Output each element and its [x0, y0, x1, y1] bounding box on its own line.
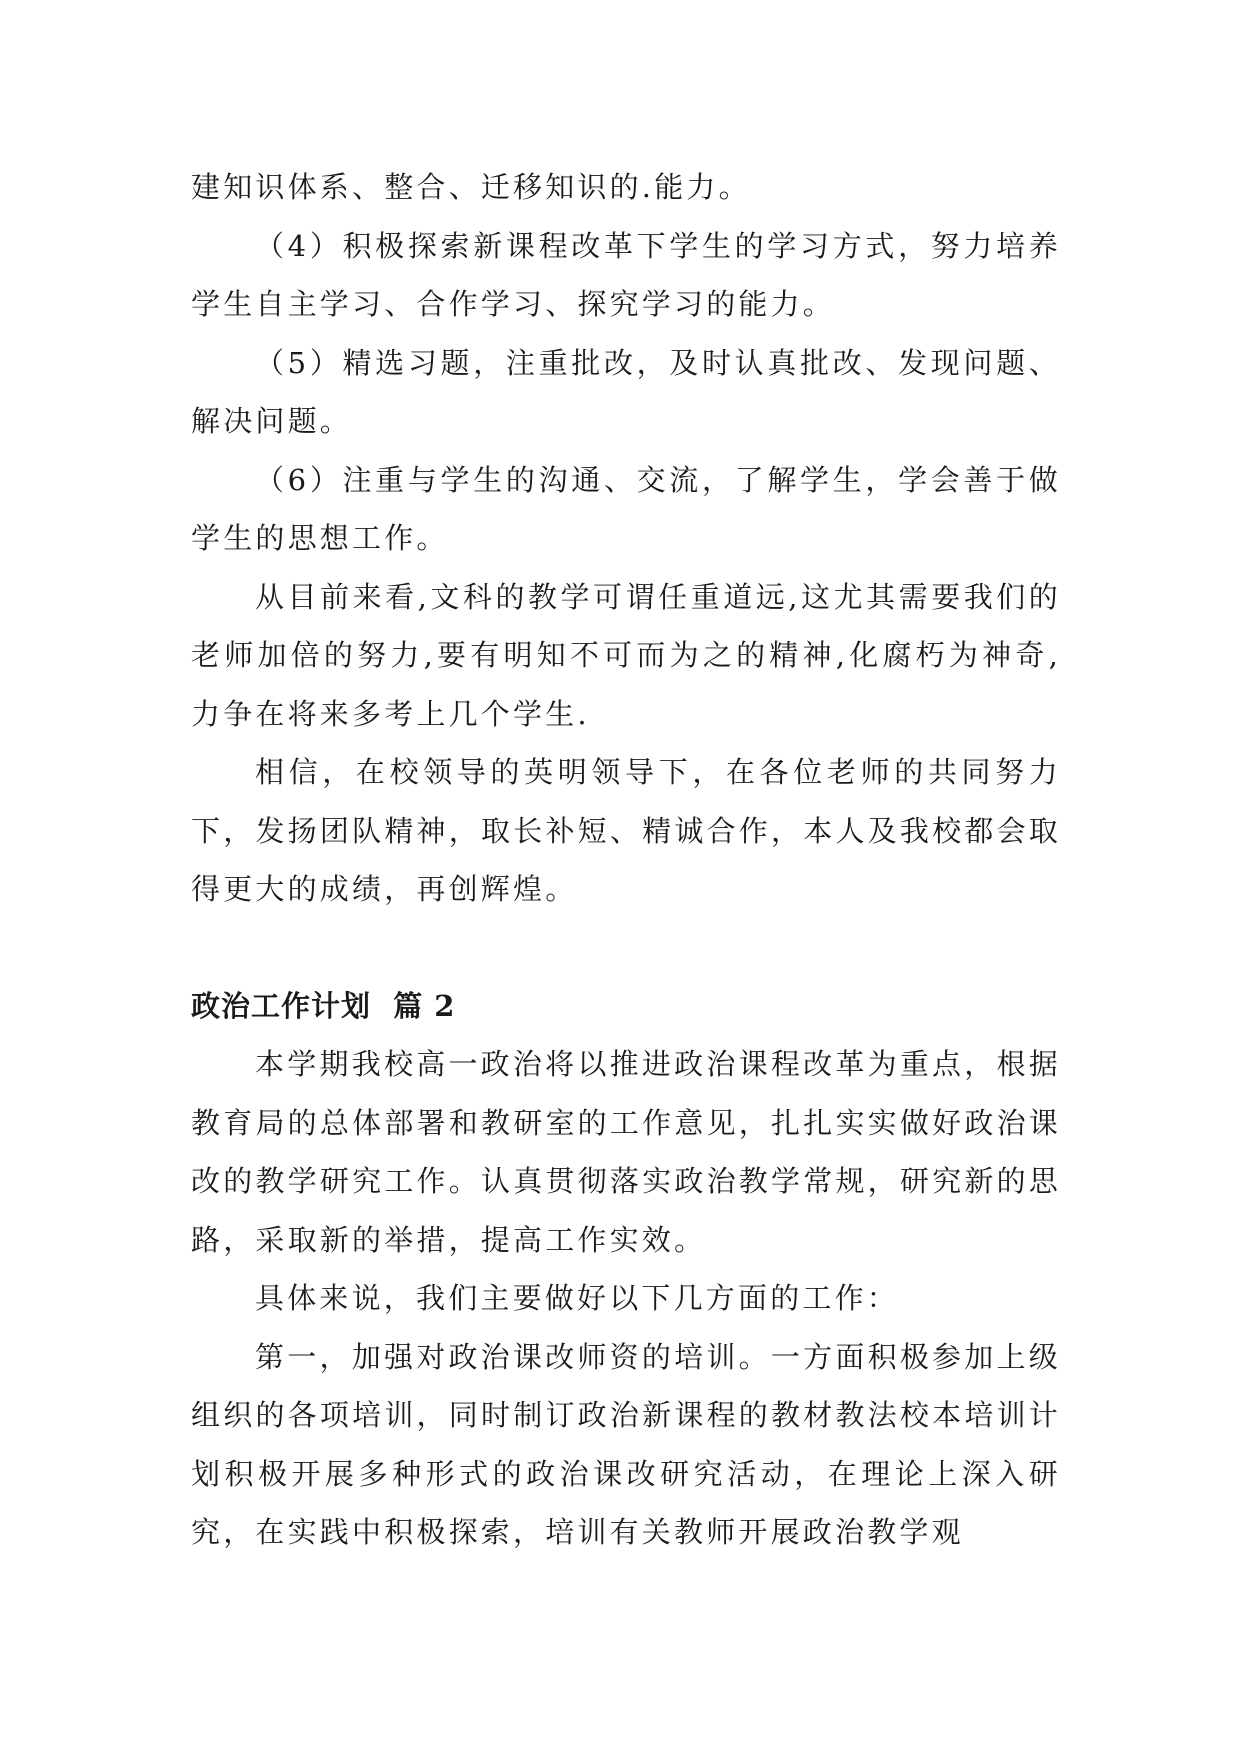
document-body — [191, 158, 1061, 1562]
paragraph: 第一，加强对政治课改师资的培训。一方面积极参加上级组织的各项培训，同时制订政治新课程的教材教法校本培训计划积极开展多种形式的政治课改研究活动，在理论上深入研究，在实践中积极探索，培训有关教师开展政治教学观 — [191, 1339, 1061, 1549]
paragraph: 建知识体系、整合、迁移知识的.能力。 — [191, 170, 751, 204]
paragraph: 本学期我校高一政治将以推进政治课程改革为重点，根据教育局的总体部署和教研室的工作意见，扎扎实实做好政治课改的教学研究工作。认真贯彻落实政治教学常规，研究新的思路，采取新的举措，提高工作实效。 — [191, 1047, 1061, 1257]
paragraph: 从目前来看,文科的教学可谓任重道远,这尤其需要我们的老师加倍的努力,要有明知不可而为之的精神,化腐朽为神奇,力争在将来多考上几个学生. — [191, 579, 1061, 731]
paragraph: （4）积极探索新课程改革下学生的学习方式，努力培养学生自主学习、合作学习、探究学习的能力。 — [191, 228, 1061, 321]
paragraph: 具体来说，我们主要做好以下几方面的工作： — [255, 1281, 900, 1315]
paragraph: （6）注重与学生的沟通、交流，了解学生，学会善于做学生的思想工作。 — [191, 462, 1061, 555]
section-title: 政治工作计划 篇 2 — [191, 988, 456, 1023]
paragraph: （5）精选习题，注重批改，及时认真批改、发现问题、解决问题。 — [191, 345, 1061, 438]
paragraph: 相信，在校领导的英明领导下，在各位老师的共同努力下，发扬团队精神，取长补短、精诚合作，本人及我校都会取得更大的成绩，再创辉煌。 — [191, 755, 1061, 906]
